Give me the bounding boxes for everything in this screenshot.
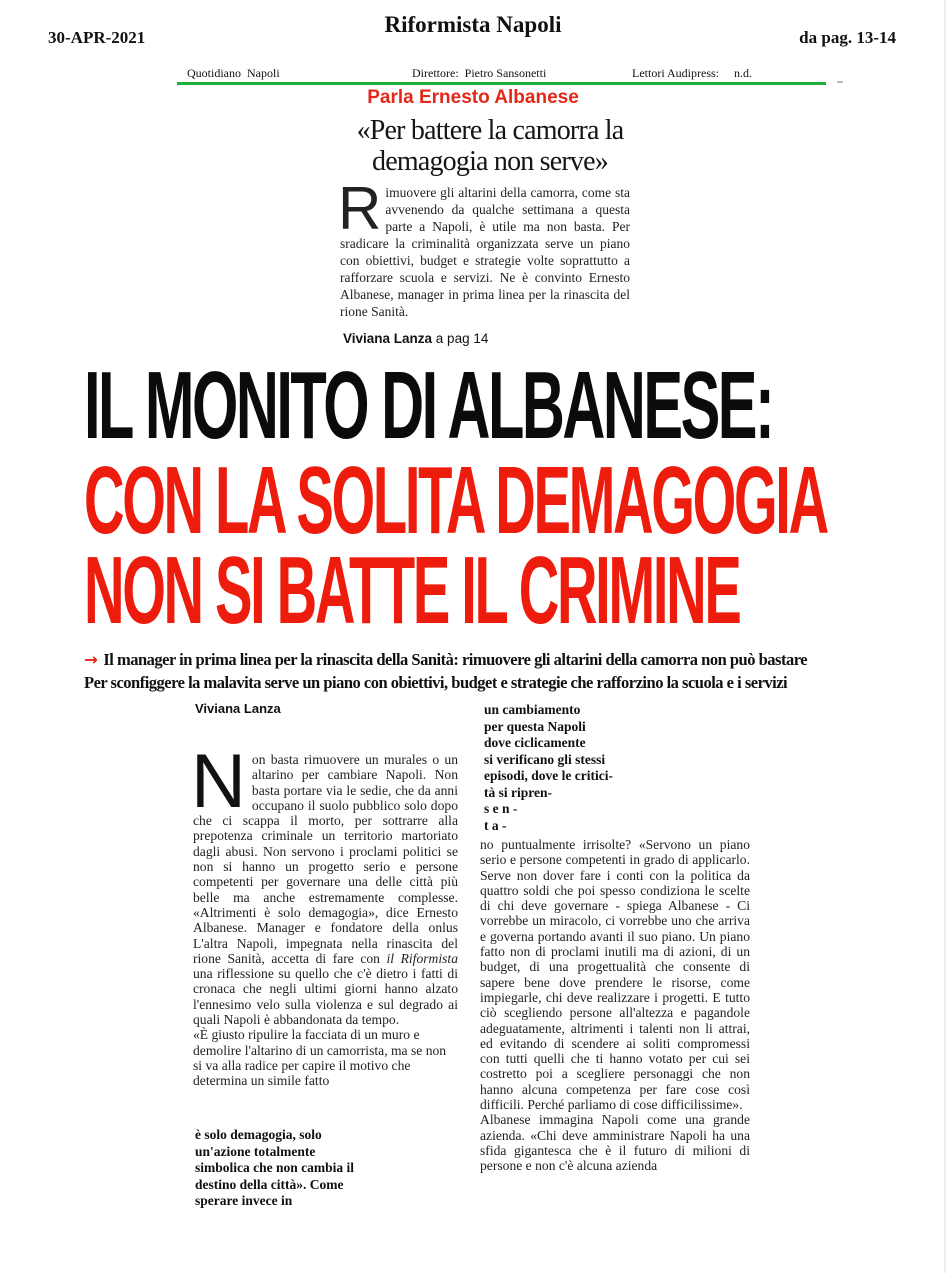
pull-quote-column-2 xyxy=(484,702,644,834)
pull-line: un cambiamento xyxy=(484,702,581,717)
teaser-dropcap: R xyxy=(338,175,382,242)
article-column-1 xyxy=(191,739,458,1089)
teaser-reference xyxy=(343,331,488,346)
pull-line: tà si ripren- xyxy=(484,784,552,800)
article-paragraph: «È giusto ripulire la facciata di un muro e demolire l'altarino di un camorrista, ma se non si va alla radice per capire il motivo che determina un simile fatto xyxy=(193,1027,447,1089)
pull-line: episodi, dove le critici- xyxy=(484,768,613,783)
article-column-2 xyxy=(480,837,750,1174)
publication-name-italic: il Riformista xyxy=(386,950,458,966)
paragraph-text: on basta rimuovere un murales o un altarino per cambiare Napoli. Non basta portare via le sedie, che da anni occupano il suolo pubblico solo dopo che ci scappa il morto, per sottrarre alla prepotenza criminale un territorio martoriato dagli abusi. Non servono i proclami politici se non si hanno un progetto serio e persone competenti per governare una delle città più belle ma anche estremamente complesse. «Altrimenti è solo demagogia», dice Ernesto Albanese. Manager e fondatore della onlus L'altra Napoli, impegnata nella rinascita del rione Sanità, accetta di fare con xyxy=(193,752,458,966)
publication-director: Direttore: Pietro Sansonetti xyxy=(412,66,547,80)
pull-line: dove ciclicamente xyxy=(484,735,586,750)
headline-line-3: NON SI BATTE IL CRIMINE xyxy=(84,537,740,644)
teaser-author: Viviana Lanza xyxy=(343,331,433,346)
article-dropcap: N xyxy=(191,739,246,824)
pull-line: t a - xyxy=(484,817,507,833)
arrow-right-icon: → xyxy=(84,650,98,669)
publication-type: Quotidiano Napoli xyxy=(187,66,280,80)
article-paragraph: Albanese immagina Napoli come una grande azienda. «Chi deve amministrare Napoli ha una sfida gigantesca che è il futuro di milioni di persone e non c'è alcuna azienda xyxy=(480,1112,750,1174)
publication-meta xyxy=(177,66,827,82)
article-byline: Viviana Lanza xyxy=(195,701,281,716)
subheadline-1 xyxy=(84,650,904,670)
headline-line-1: IL MONITO DI ALBANESE: xyxy=(84,352,773,459)
paragraph-text-end: una riflessione su quello che c'è dietro i fatti di cronaca che negli ultimi giorni hanno alzato l'ennesimo velo sulla violenza e sul degrado ai quali Napoli è abbandonata da tempo. xyxy=(193,966,458,1028)
publication-readers: Lettori Audipress: n.d. xyxy=(632,66,752,80)
pull-quote-column-1: è solo demagogia, solo un'azione totalmente simbolica che non cambia il destino della città». Come sperare invece in xyxy=(195,1127,355,1208)
article-paragraph xyxy=(191,739,458,1028)
pull-line: si verificano gli stessi xyxy=(484,751,606,767)
publication-title: Riformista Napoli xyxy=(384,12,562,37)
page-range: da pag. 13-14 xyxy=(799,28,896,47)
header-mark xyxy=(837,81,843,83)
subheadline-2: Per sconfiggere la malavita serve un piano con obiettivi, budget e strategie che rafforzino la scuola e i servizi xyxy=(84,673,788,692)
headline-line-2: CON LA SOLITA DEMAGOGIA xyxy=(84,447,827,554)
teaser-text: imuovere gli altarini della camorra, come sta avvenendo da qualche settimana a questa parte a Napoli, è utile ma non basta. Per sradicare la criminalità organizzata serve un piano con obiettivi, budget e strategie volte soprattutto a rafforzare scuola e servizi. Ne è convinto Ernesto Albanese, manager in prima linea per la rinascita del rione Sanità. xyxy=(340,185,630,319)
teaser-kicker: Parla Ernesto Albanese xyxy=(367,87,579,108)
teaser-title: «Per battere la camorra la demagogia non serve» xyxy=(356,115,624,177)
teaser-page-ref: a pag 14 xyxy=(432,331,489,346)
teaser-body xyxy=(338,175,630,320)
clipping-date: 30-APR-2021 xyxy=(48,28,146,47)
pull-line: s e n - xyxy=(484,801,518,816)
subheadline-1-text: Il manager in prima linea per la rinascita della Sanità: rimuovere gli altarini della camorra non può bastare xyxy=(103,650,808,669)
pull-line: per questa Napoli xyxy=(484,718,586,734)
article-paragraph: no puntualmente irrisolte? «Servono un piano serio e persone competenti in grado di applicarlo. Serve non dover fare i conti con la politica da quattro soldi che poi spesso condiziona le scelte di chi deve governare - spiega Albanese - Ci vorrebbe un miracolo, ci vorrebbe uno che arriva e governa portando avanti il suo piano. Un piano fatto non di proclami inutili ma di azioni, di un budget, di una progettualità che consente di sapere bene dove prendere le risorse, come impiegarle, chi deve realizzare i progetti. E tutto ciò scegliendo persone all'altezza e pagandole adeguatamente, altrimenti i talenti non li attrai, ed evitando di scendere ai soliti compromessi con tutti quelli che ti hanno votato per cui sei costretto poi a scegliere personaggi che non hanno alcuna competenza per fare cose così difficili. Perché parliamo di cose difficilissime». xyxy=(480,837,750,1113)
header-divider xyxy=(177,82,826,85)
